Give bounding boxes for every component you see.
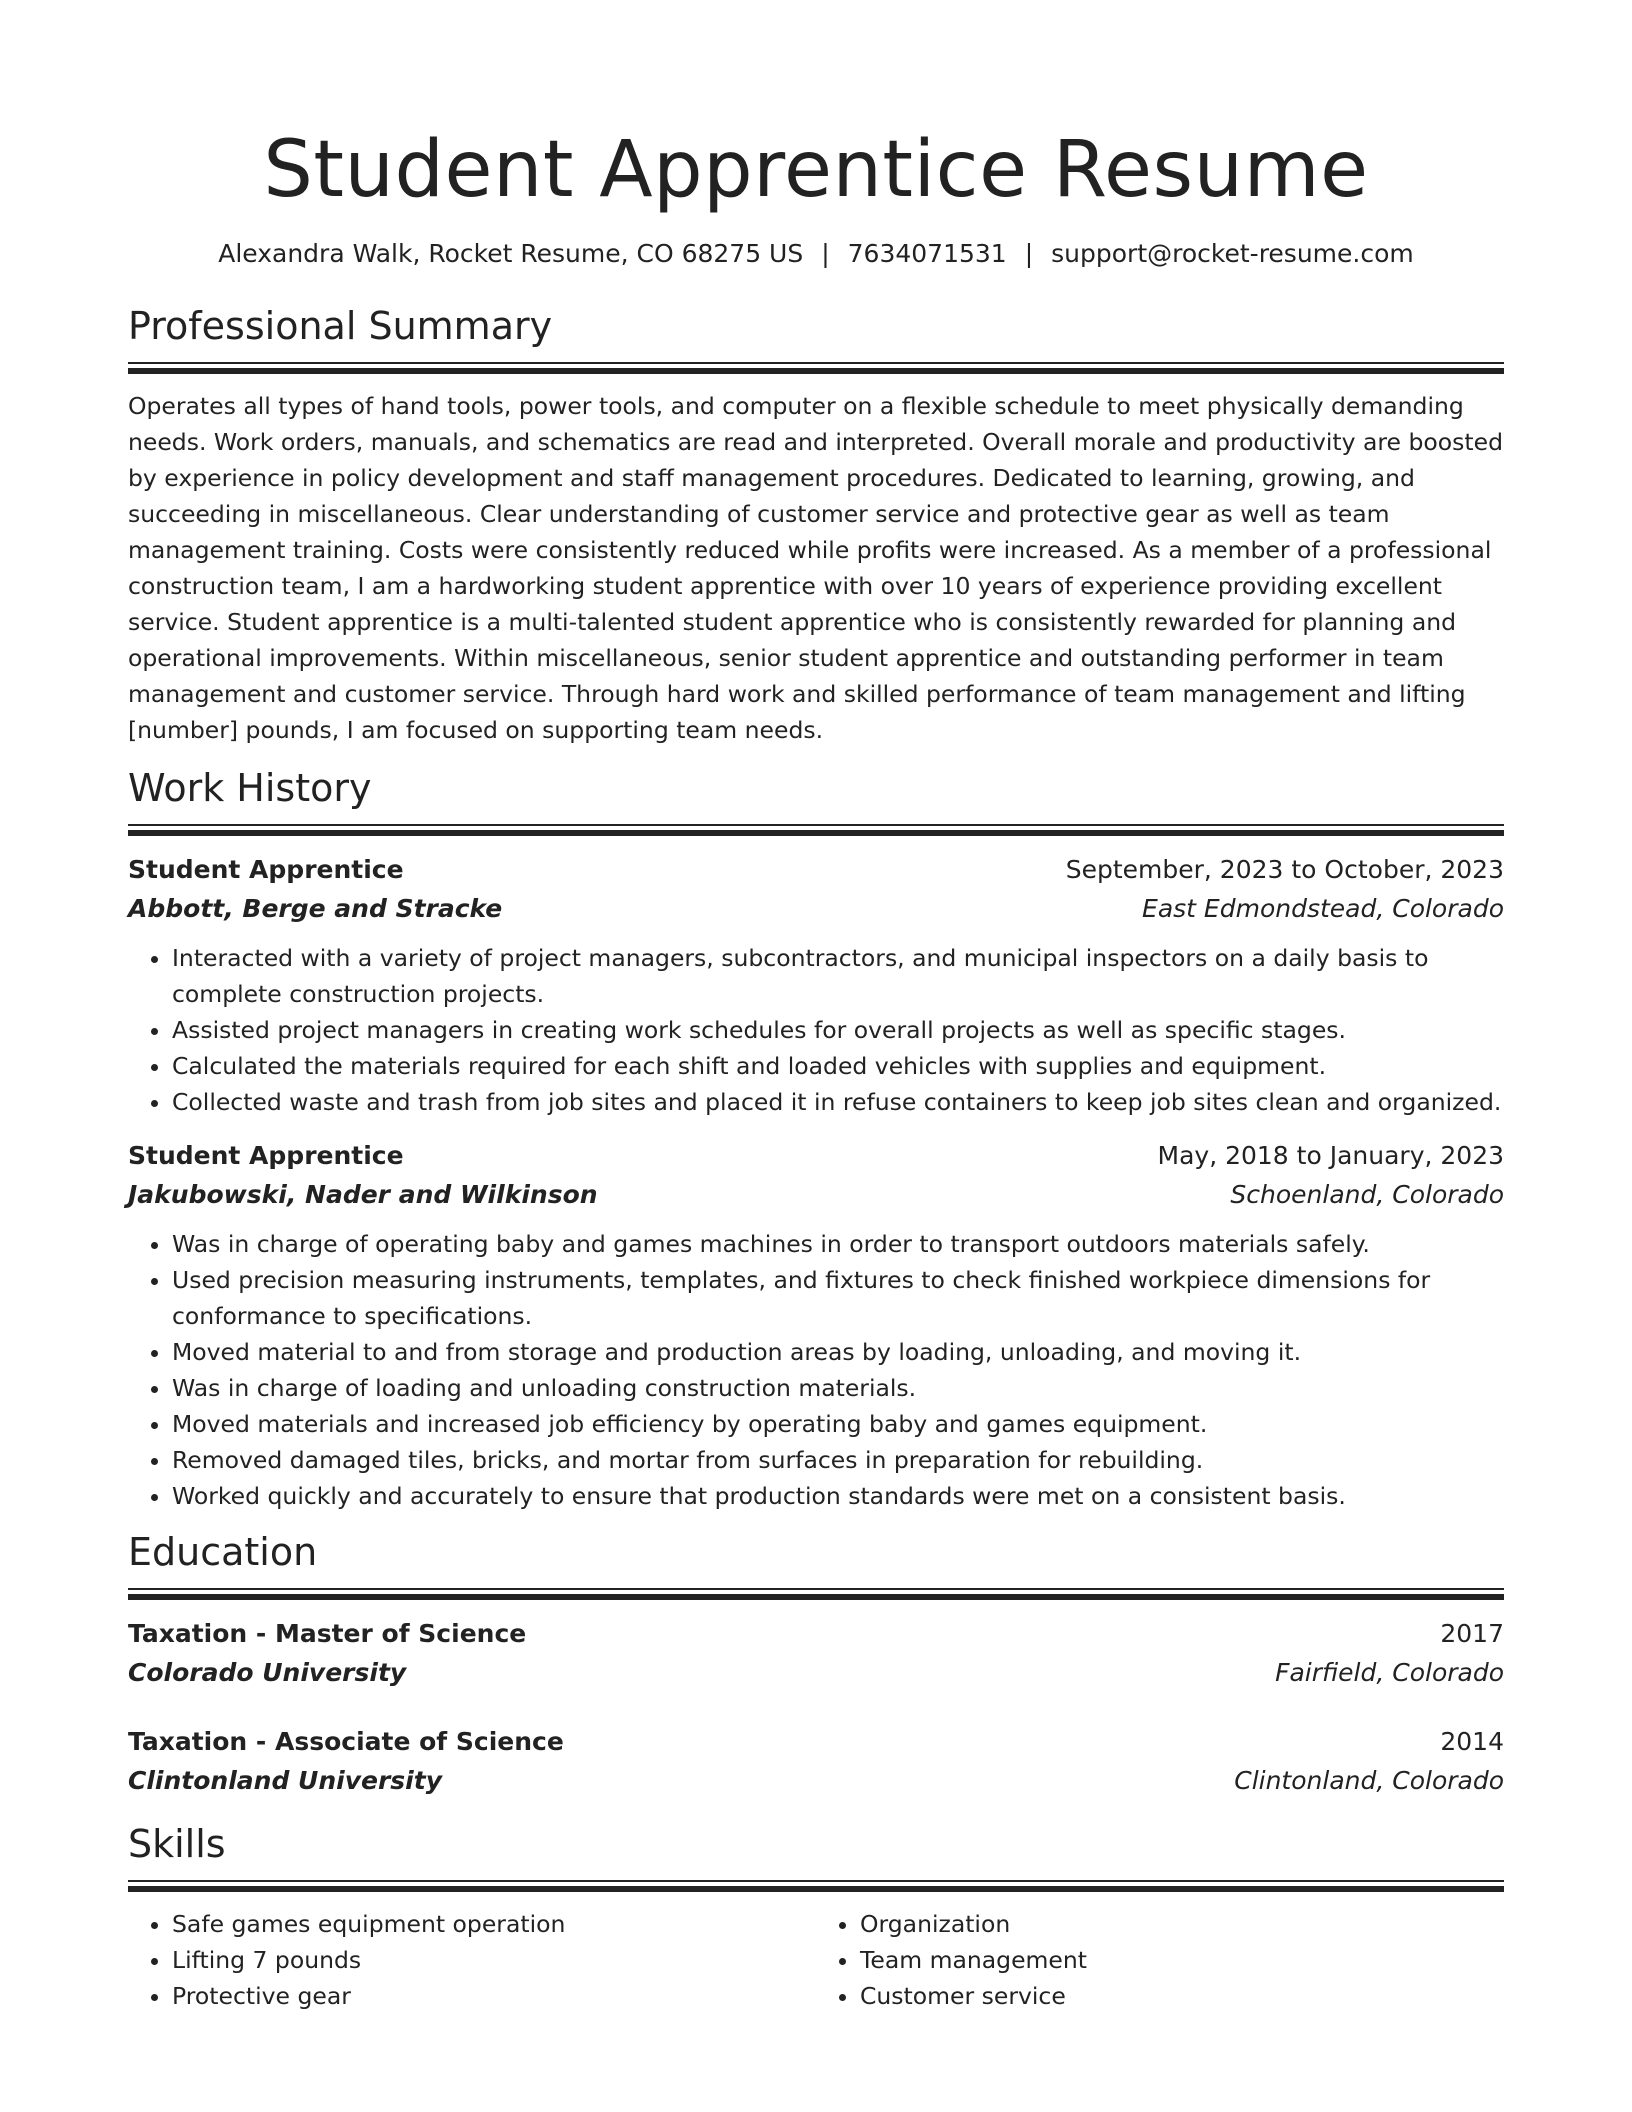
- education-location: Fairfield, Colorado: [1275, 1658, 1504, 1687]
- section-divider: [128, 1880, 1504, 1892]
- job-company: Jakubowski, Nader and Wilkinson: [128, 1180, 598, 1209]
- skills-list-right: [816, 1906, 1504, 2014]
- job-location: Schoenland, Colorado: [1230, 1180, 1504, 1209]
- job-location: East Edmondstead, Colorado: [1142, 894, 1504, 923]
- section-heading-work-history: Work History: [128, 766, 372, 810]
- list-item: • Team management: [860, 1942, 1504, 1978]
- job-dates: September, 2023 to October, 2023: [1065, 855, 1504, 884]
- list-item: • Safe games equipment operation: [172, 1906, 816, 1942]
- education-section: [128, 1528, 1504, 1800]
- resume-page: [128, 120, 1504, 2014]
- section-heading-education: Education: [128, 1530, 318, 1574]
- section-divider: [128, 824, 1504, 836]
- list-item: • Was in charge of operating baby and games machines in order to transport outdoors materials safely.: [172, 1226, 1504, 1262]
- list-item: • Interacted with a variety of project managers, subcontractors, and municipal inspectors on a daily basis to complete construction projects.: [172, 940, 1504, 1012]
- skills-list-left: [128, 1906, 816, 2014]
- job-bullets: [128, 940, 1504, 1120]
- list-item: • Organization: [860, 1906, 1504, 1942]
- list-item: • Moved materials and increased job efficiency by operating baby and games equipment.: [172, 1406, 1504, 1442]
- job-entry: [128, 1136, 1504, 1514]
- contact-separator: |: [1024, 239, 1034, 268]
- education-entry: [128, 1722, 1504, 1800]
- list-item: • Worked quickly and accurately to ensure that production standards were met on a consistent basis.: [172, 1478, 1504, 1514]
- list-item: • Assisted project managers in creating work schedules for overall projects as well as specific stages.: [172, 1012, 1504, 1048]
- contact-email: support@rocket-resume.com: [1051, 239, 1414, 268]
- list-item: • Was in charge of loading and unloading construction materials.: [172, 1370, 1504, 1406]
- list-item: • Lifting 7 pounds: [172, 1942, 816, 1978]
- section-divider: [128, 362, 1504, 374]
- list-item: • Calculated the materials required for each shift and loaded vehicles with supplies and equipment.: [172, 1048, 1504, 1084]
- job-bullets: [128, 1226, 1504, 1514]
- summary-text: Operates all types of hand tools, power tools, and computer on a flexible schedule to meet physically demanding needs. Work orders, manuals, and schematics are read and interpreted. Overall morale and productivity are boosted by experience in policy development and staff management procedures. Dedicated to learning, growing, and succeeding in miscellaneous. Clear understanding of customer service and protective gear as well as team management training. Costs were consistently reduced while profits were increased. As a member of a professional construction team, I am a hardworking student apprentice with over 10 years of experience providing excellent service. Student apprentice is a multi-talented student apprentice who is consistently rewarded for planning and operational improvements. Within miscellaneous, senior student apprentice and outstanding performer in team management and customer service. Through hard work and skilled performance of team management and lifting [number] pounds, I am focused on supporting team needs.: [128, 392, 1503, 744]
- education-year: 2017: [1440, 1619, 1504, 1648]
- education-entry: [128, 1614, 1504, 1692]
- contact-phone: 7634071531: [847, 239, 1007, 268]
- section-heading-summary: Professional Summary: [128, 304, 553, 348]
- education-degree: Taxation - Associate of Science: [128, 1727, 564, 1756]
- contact-separator: |: [821, 239, 830, 268]
- resume-title: Student Apprentice Resume: [263, 125, 1369, 215]
- list-item: • Moved material to and from storage and production areas by loading, unloading, and moving it.: [172, 1334, 1504, 1370]
- list-item: • Collected waste and trash from job sites and placed it in refuse containers to keep job sites clean and organized.: [172, 1084, 1504, 1120]
- education-location: Clintonland, Colorado: [1234, 1766, 1504, 1795]
- list-item: • Protective gear: [172, 1978, 816, 2014]
- job-dates: May, 2018 to January, 2023: [1157, 1141, 1504, 1170]
- contact-address: Alexandra Walk, Rocket Resume, CO 68275 US: [218, 239, 804, 268]
- summary-section: [128, 302, 1504, 748]
- job-title: Student Apprentice: [128, 1141, 404, 1170]
- job-entry: [128, 850, 1504, 1120]
- work-history-section: [128, 764, 1504, 1514]
- list-item: • Used precision measuring instruments, templates, and fixtures to check finished workpiece dimensions for conformance to specifications.: [172, 1262, 1504, 1334]
- education-degree: Taxation - Master of Science: [128, 1619, 527, 1648]
- section-heading-skills: Skills: [128, 1822, 226, 1866]
- job-title: Student Apprentice: [128, 855, 404, 884]
- education-school: Clintonland University: [128, 1766, 442, 1795]
- list-item: • Removed damaged tiles, bricks, and mortar from surfaces in preparation for rebuilding.: [172, 1442, 1504, 1478]
- education-school: Colorado University: [128, 1658, 407, 1687]
- skills-columns: [128, 1906, 1504, 2014]
- list-item: • Customer service: [860, 1978, 1504, 2014]
- education-year: 2014: [1440, 1727, 1504, 1756]
- job-company: Abbott, Berge and Stracke: [128, 894, 503, 923]
- contact-line: [128, 236, 1504, 272]
- skills-section: [128, 1820, 1504, 2014]
- section-divider: [128, 1588, 1504, 1600]
